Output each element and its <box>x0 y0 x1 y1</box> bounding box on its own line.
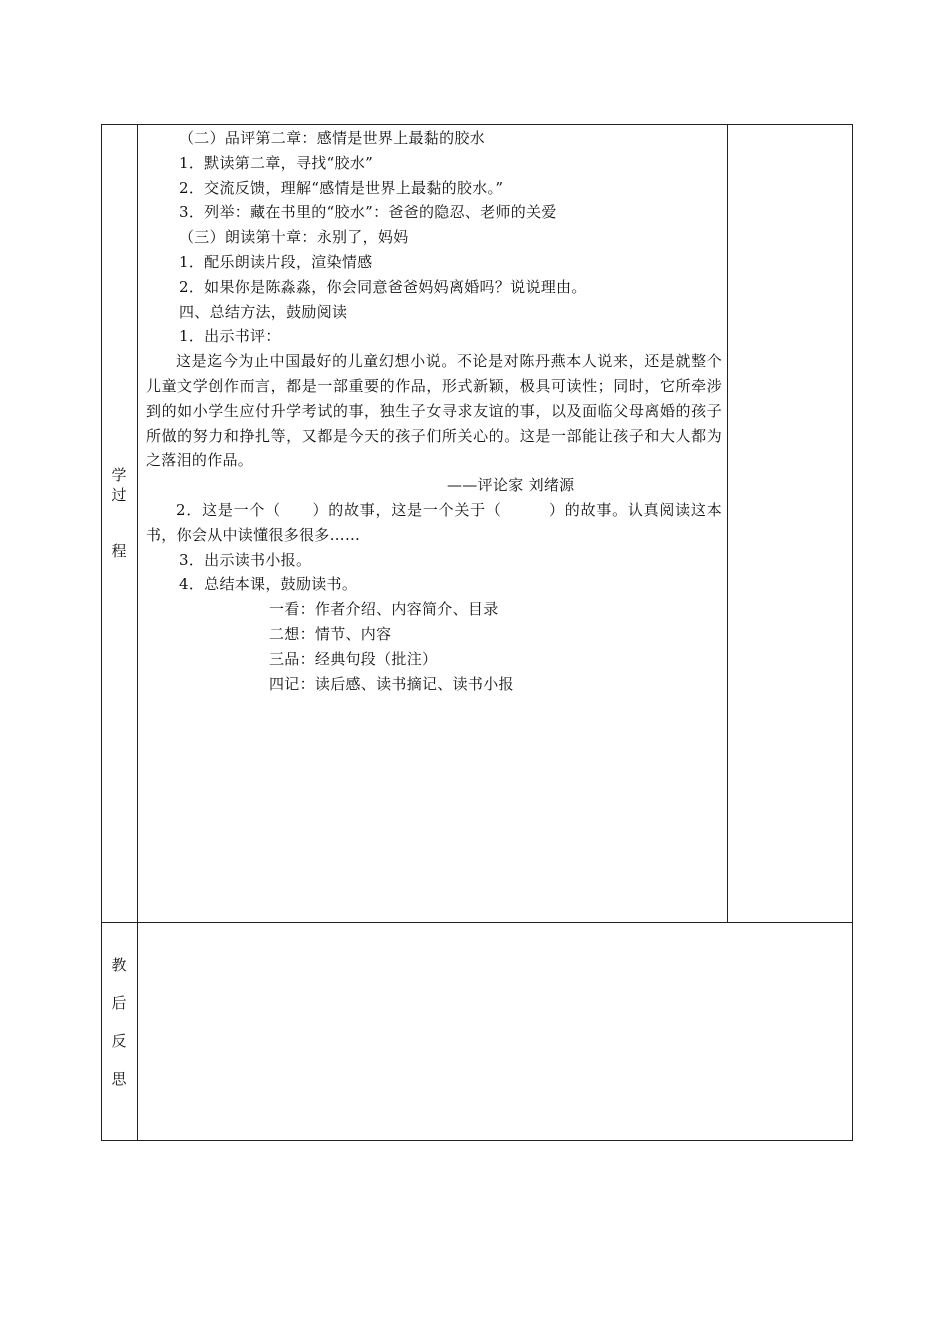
process-label-char: 程 <box>111 542 127 560</box>
book-review-paragraph: 这是迄今为止中国最好的儿童幻想小说。不论是对陈丹燕本人说来，还是就整个儿童文学创作而言，都是一部重要的作品，形式新颖，极具可读性；同时，它所牵涉到的如小学生应付升学考试的事，独生子女寻求友谊的事，以及面临父母离婚的孩子所做的努力和挣扎等，又都是今天的孩子们所关心的。这是一部能让孩子和大人都为之落泪的作品。 <box>146 352 722 470</box>
table-bottom-border <box>101 1140 853 1141</box>
reading-method-item: 三品：经典句段（批注） <box>269 649 438 668</box>
lesson-process-content <box>146 126 722 696</box>
reading-method-item: 四记：读后感、读书摘记、读书小报 <box>269 674 514 693</box>
process-label <box>101 465 137 561</box>
table-right-border <box>852 124 853 1141</box>
content-line: 1．出示书评： <box>179 327 281 346</box>
section-heading: 四、总结方法，鼓励阅读 <box>179 302 348 321</box>
reflection-label <box>101 955 137 1089</box>
content-line: 2．如果你是陈淼淼，你会同意爸爸妈妈离婚吗？说说理由。 <box>179 277 587 296</box>
content-line: 3．出示读书小报。 <box>179 550 312 569</box>
reflection-content-area <box>138 923 852 1140</box>
reflection-label-char: 思 <box>111 1070 127 1088</box>
content-line: 1．配乐朗读片段，渲染情感 <box>179 252 373 271</box>
reflection-label-char: 教 <box>111 956 127 974</box>
process-label-char: 学 <box>111 466 127 484</box>
table-notes-column-divider <box>727 124 728 923</box>
table-top-border <box>101 124 853 125</box>
reading-method-item: 二想：情节、内容 <box>269 624 392 643</box>
review-author: ——评论家 刘绪源 <box>447 476 575 495</box>
process-label-char: 过 <box>111 486 127 504</box>
content-line: 4．总结本课，鼓励读书。 <box>179 575 358 594</box>
story-paragraph: 2．这是一个（ ）的故事，这是一个关于（ ）的故事。认真阅读这本书，你会从中读懂很多很多…… <box>146 500 722 544</box>
reflection-label-char: 后 <box>111 994 127 1012</box>
content-line: 3．列举：藏在书里的“胶水”：爸爸的隐忍、老师的关爱 <box>179 203 557 222</box>
section-heading: （二）品评第二章：感情是世界上最黏的胶水 <box>179 129 486 147</box>
reading-method-item: 一看：作者介绍、内容简介、目录 <box>269 600 499 619</box>
content-line: 2．交流反馈，理解“感情是世界上最黏的胶水。” <box>179 178 504 197</box>
reflection-label-char: 反 <box>111 1032 127 1050</box>
content-line: 1．默读第二章，寻找“胶水” <box>179 153 374 172</box>
section-heading: （三）朗读第十章：永别了，妈妈 <box>179 228 409 247</box>
